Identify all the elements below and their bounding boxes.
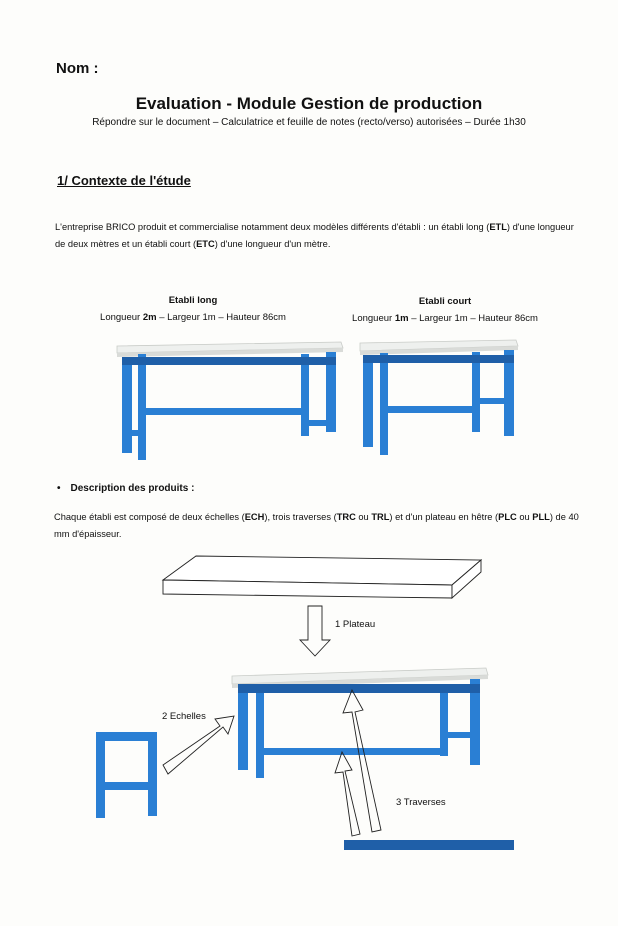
intro-text-2: ) d'une longueur de deux mètres et un établi court (: [55, 222, 574, 249]
echelle-part: [96, 732, 157, 818]
bullet-icon: •: [57, 483, 61, 494]
echelles-label: 2 Echelles: [162, 711, 206, 722]
products-heading-text: Description des produits :: [70, 483, 195, 494]
traverse-part: [344, 840, 514, 850]
plateau-label: 1 Plateau: [335, 619, 376, 630]
products-description: [54, 509, 584, 543]
long-bench-title: Etabli long: [168, 295, 218, 306]
plateau-arrow: [300, 606, 330, 656]
short-bench-dims-length: 1m: [394, 313, 409, 324]
desc-text-3: ou: [355, 512, 372, 522]
short-bench-image: [360, 340, 518, 455]
desc-text-2: ), trois traverses (: [264, 512, 337, 522]
plateau-part: [163, 556, 481, 598]
desc-plc-code: PLC: [498, 512, 517, 522]
desc-trc-code: TRC: [336, 512, 356, 522]
traverse-arrow-2: [335, 752, 360, 836]
desc-text-5: ou: [516, 512, 533, 522]
products-heading: [57, 483, 194, 494]
desc-trl-code: TRL: [371, 512, 390, 522]
echelles-arrow: [163, 716, 234, 774]
desc-text-6: ) de 40 mm d'épaisseur.: [54, 512, 579, 539]
page-title: Evaluation - Module Gestion de production: [135, 94, 483, 113]
short-bench-dims-pre: Longueur: [352, 313, 395, 324]
traverses-label: 3 Traverses: [396, 797, 446, 808]
intro-text-1: L'entreprise BRICO produit et commercialise notamment deux modèles différents d'établi : un établi long (: [55, 222, 490, 232]
intro-etl-code: ETL: [489, 222, 507, 232]
long-bench-image: [117, 342, 343, 460]
long-bench-dims-pre: Longueur: [100, 312, 143, 323]
desc-ech-code: ECH: [244, 512, 265, 522]
desc-pll-code: PLL: [532, 512, 550, 522]
short-bench-dims-post: – Largeur 1m – Hauteur 86cm: [408, 313, 538, 324]
page-subtitle: Répondre sur le document – Calculatrice et feuille de notes (recto/verso) autorisées – Durée 1h30: [92, 117, 526, 128]
desc-text-4: ) et d'un plateau en hêtre (: [389, 512, 499, 522]
intro-etc-code: ETC: [196, 239, 215, 249]
long-bench-dims-post: – Largeur 1m – Hauteur 86cm: [156, 312, 286, 323]
long-bench-dims-length: 2m: [142, 312, 157, 323]
section-heading: 1/ Contexte de l'étude: [57, 173, 191, 188]
name-label: Nom :: [56, 60, 99, 77]
intro-text-3: ) d'une longueur d'un mètre.: [214, 239, 331, 249]
desc-text-1: Chaque établi est composé de deux échelles (: [54, 512, 245, 522]
short-bench-title: Etabli court: [418, 296, 472, 307]
